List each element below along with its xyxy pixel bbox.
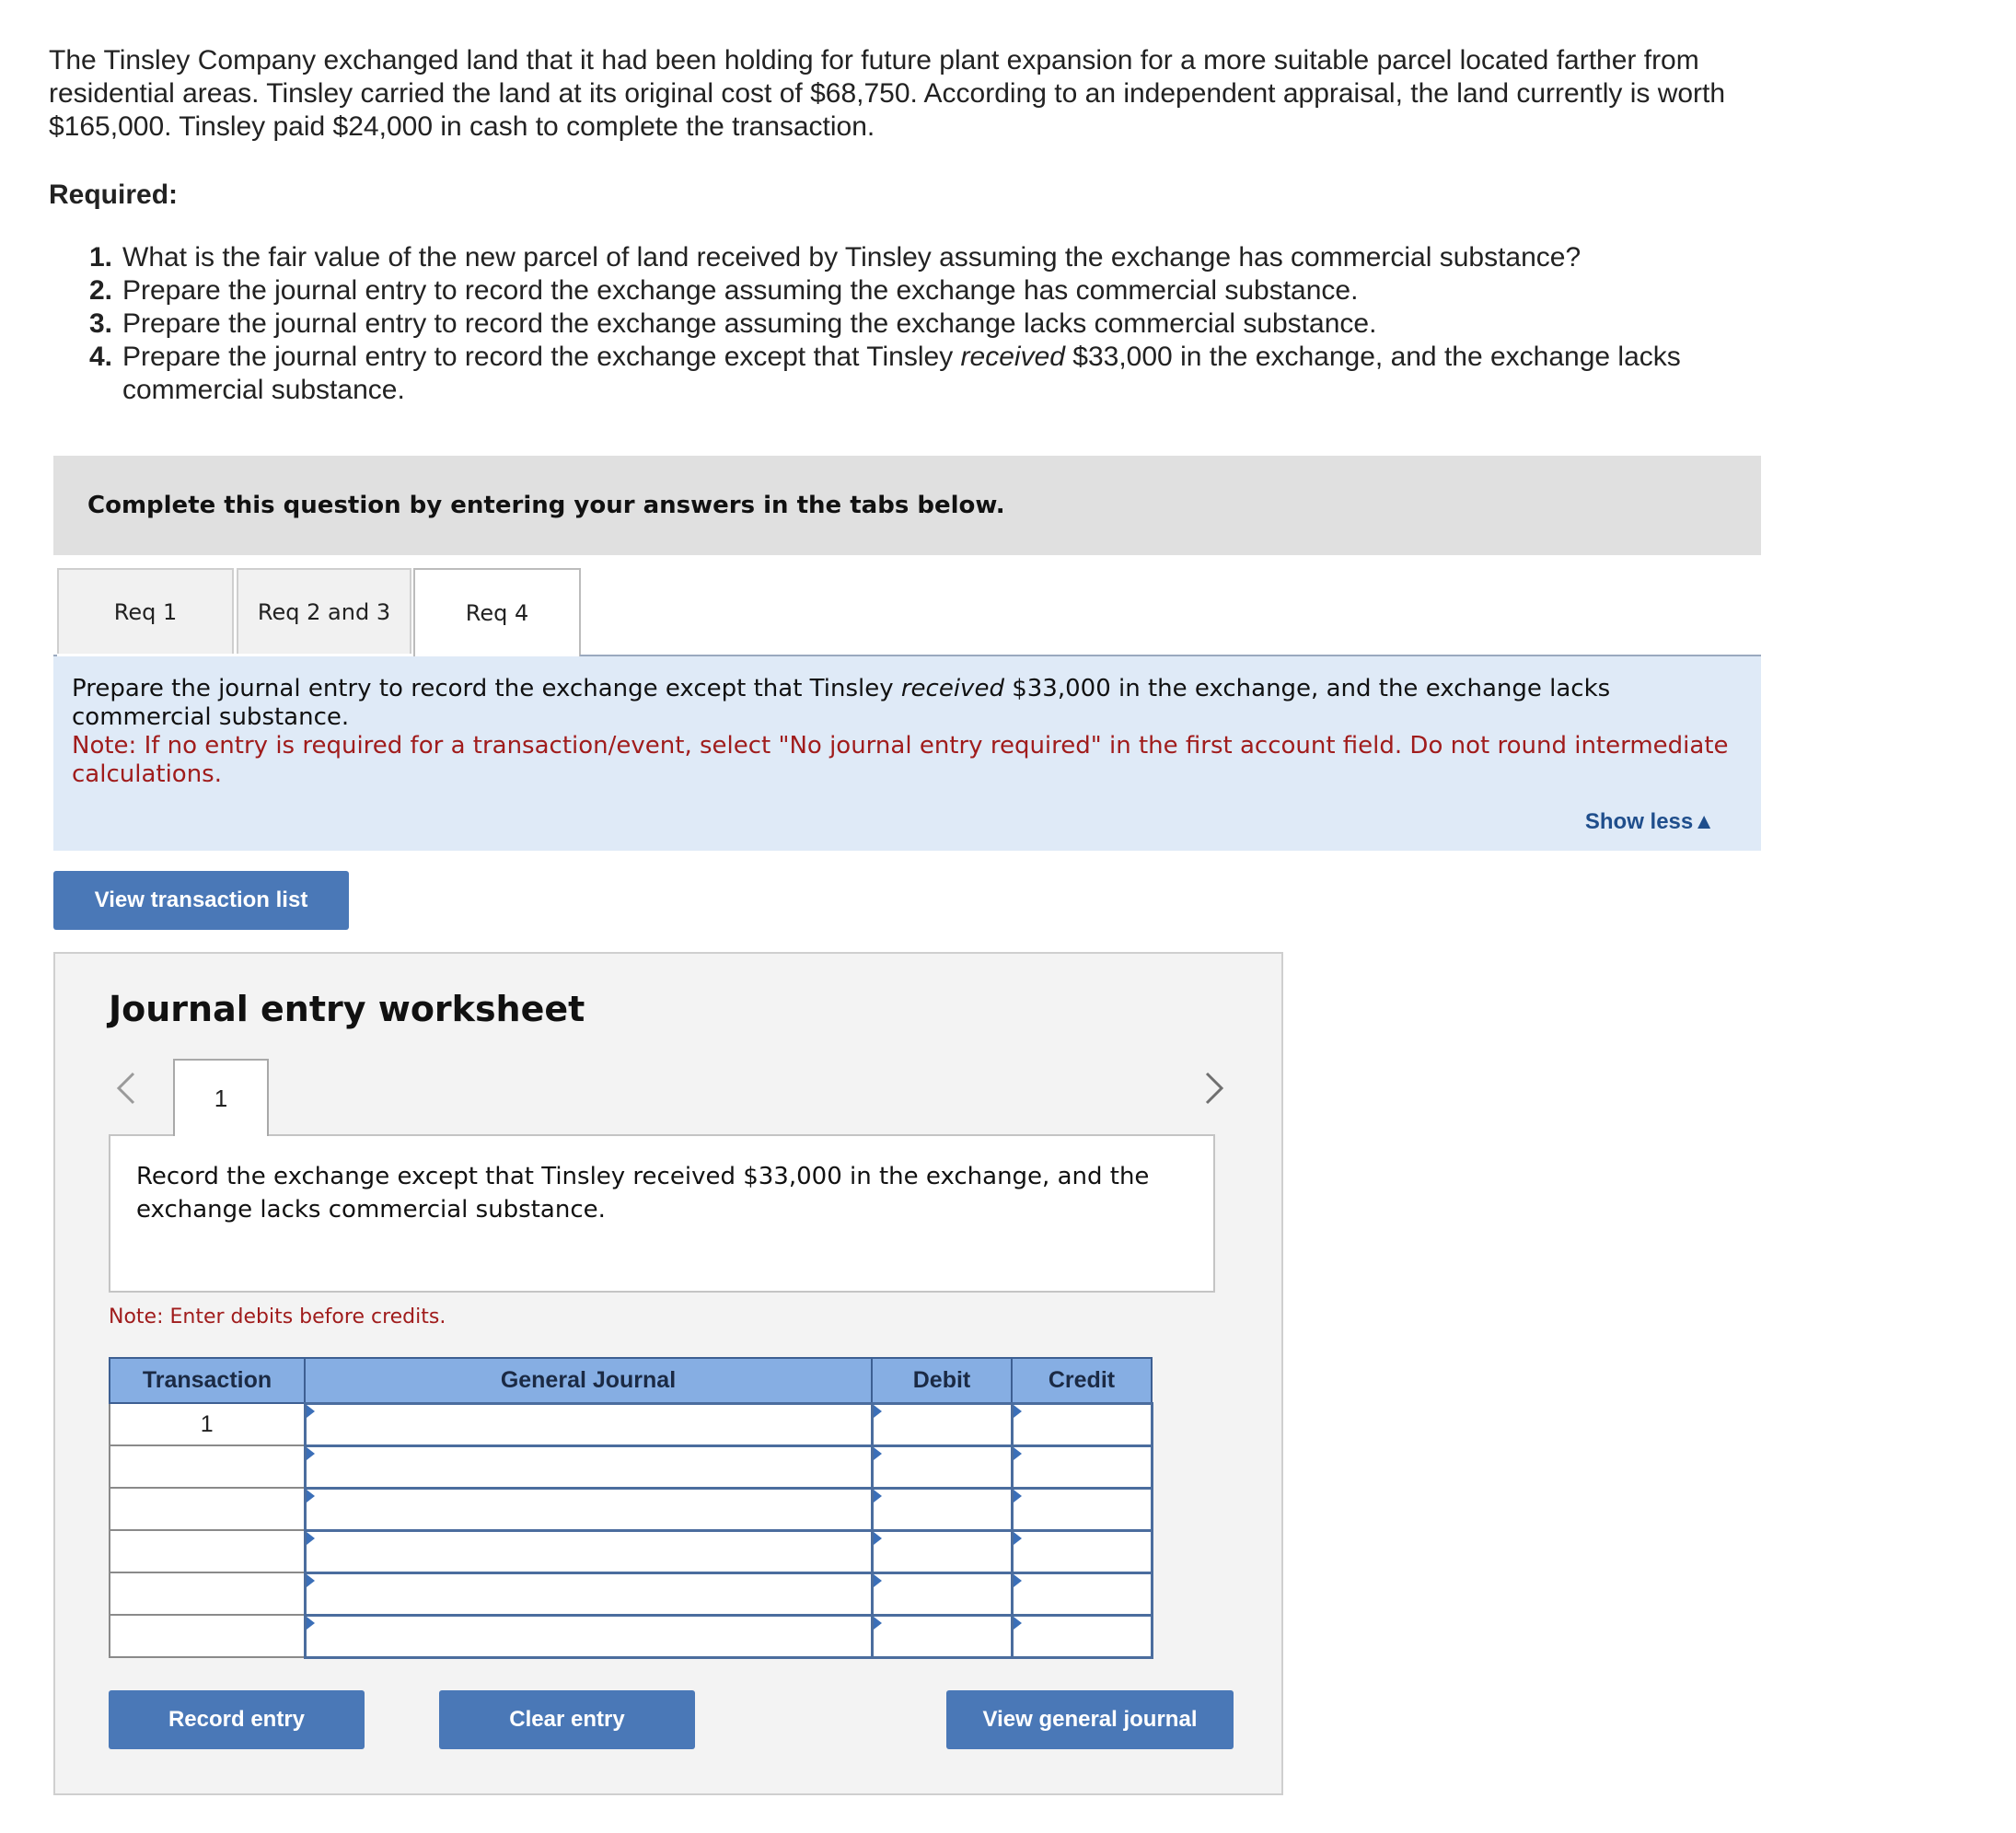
account-input[interactable] (307, 1617, 871, 1656)
instruction-text-part: $33,000 in the exchange, and the exchange lacks commercial substance. (72, 675, 1611, 731)
tab-instructions-panel (53, 656, 1761, 851)
column-debit: Debit (872, 1358, 1012, 1403)
entry-tab-1[interactable]: 1 (173, 1059, 269, 1136)
requirement-text-part: Prepare the journal entry to record the exchange except that Tinsley (122, 342, 961, 372)
credit-cell[interactable] (1012, 1445, 1152, 1488)
requirement-number: 2. (89, 275, 113, 306)
credit-input[interactable] (1014, 1490, 1151, 1529)
instructions-banner: Complete this question by entering your answers in the tabs below. (53, 456, 1761, 555)
next-arrow-icon[interactable] (1201, 1070, 1227, 1107)
credit-input[interactable] (1014, 1447, 1151, 1487)
account-input[interactable] (307, 1574, 871, 1614)
account-cell[interactable] (305, 1488, 872, 1530)
credit-cell[interactable] (1012, 1615, 1152, 1657)
account-input[interactable] (307, 1447, 871, 1487)
requirement-number: 3. (89, 308, 113, 339)
requirement-text: Prepare the journal entry to record the exchange assuming the exchange lacks commercial substance. (122, 308, 1377, 339)
column-general-journal: General Journal (305, 1358, 872, 1403)
debit-input[interactable] (874, 1532, 1011, 1572)
requirements-list (89, 241, 1820, 407)
table-row (110, 1488, 1152, 1530)
requirement-number: 4. (89, 342, 113, 372)
table-row (110, 1445, 1152, 1488)
debit-input[interactable] (874, 1447, 1011, 1487)
account-cell[interactable] (305, 1615, 872, 1657)
requirement-item (89, 341, 1820, 407)
transaction-cell (110, 1572, 305, 1615)
journal-table-header (110, 1358, 1152, 1403)
account-input[interactable] (307, 1490, 871, 1529)
tab-instructions-text (72, 675, 1743, 732)
column-transaction: Transaction (110, 1358, 305, 1403)
credit-cell[interactable] (1012, 1530, 1152, 1572)
transaction-cell: 1 (110, 1403, 305, 1445)
tab-req-2-and-3[interactable]: Req 2 and 3 (237, 568, 411, 654)
table-row (110, 1403, 1152, 1445)
credit-cell[interactable] (1012, 1572, 1152, 1615)
debit-cell[interactable] (872, 1403, 1012, 1445)
requirement-text: What is the fair value of the new parcel of land received by Tinsley assuming the exchange has commercial substance? (122, 242, 1582, 273)
debit-cell[interactable] (872, 1572, 1012, 1615)
debit-cell[interactable] (872, 1488, 1012, 1530)
show-less-link[interactable]: Show less▲ (1584, 809, 1715, 834)
transaction-cell (110, 1615, 305, 1657)
debit-cell[interactable] (872, 1615, 1012, 1657)
credit-input[interactable] (1014, 1574, 1151, 1614)
debit-cell[interactable] (872, 1445, 1012, 1488)
debit-input[interactable] (874, 1405, 1011, 1444)
requirement-item (89, 241, 1820, 274)
instruction-emphasis: received (900, 675, 1004, 702)
account-cell[interactable] (305, 1572, 872, 1615)
journal-table (109, 1357, 1153, 1659)
requirement-emphasis: received (960, 342, 1065, 372)
table-row (110, 1615, 1152, 1657)
credit-input[interactable] (1014, 1617, 1151, 1656)
account-cell[interactable] (305, 1403, 872, 1445)
debit-input[interactable] (874, 1617, 1011, 1656)
table-row (110, 1572, 1152, 1615)
required-heading: Required: (49, 180, 179, 210)
requirement-text-part: $33,000 in the exchange, and the exchange lacks commercial substance. (122, 342, 1681, 405)
debits-before-credits-note: Note: Enter debits before credits. (109, 1305, 446, 1328)
requirement-item (89, 307, 1820, 341)
debit-input[interactable] (874, 1490, 1011, 1529)
worksheet-title: Journal entry worksheet (109, 989, 585, 1029)
view-general-journal-button[interactable]: View general journal (946, 1690, 1234, 1749)
debit-cell[interactable] (872, 1530, 1012, 1572)
previous-arrow-icon[interactable] (113, 1070, 139, 1107)
account-cell[interactable] (305, 1445, 872, 1488)
requirement-number: 1. (89, 242, 113, 273)
transaction-cell (110, 1445, 305, 1488)
transaction-cell (110, 1488, 305, 1530)
table-row (110, 1530, 1152, 1572)
tab-instructions-note: Note: If no entry is required for a transaction/event, select "No journal entry required" in the first account field. Do not round intermediate calculations. (72, 732, 1729, 788)
problem-intro: The Tinsley Company exchanged land that it had been holding for future plant expansion for a more suitable parcel located farther from residential areas. Tinsley carried the land at its original cost of $68,750. According to an independent appraisal, the land currently is worth $165,000. Tinsley paid $24,000 in cash to complete the transaction. (49, 45, 1726, 142)
tab-req-4[interactable]: Req 4 (413, 568, 581, 656)
credit-cell[interactable] (1012, 1403, 1152, 1445)
requirement-text: Prepare the journal entry to record the exchange assuming the exchange has commercial substance. (122, 275, 1359, 306)
tab-req-1[interactable]: Req 1 (57, 568, 234, 654)
column-credit: Credit (1012, 1358, 1152, 1403)
requirement-text (122, 341, 1820, 407)
credit-input[interactable] (1014, 1405, 1151, 1444)
instruction-text-part: Prepare the journal entry to record the exchange except that Tinsley (72, 675, 901, 702)
credit-input[interactable] (1014, 1532, 1151, 1572)
journal-entry-worksheet (53, 952, 1283, 1795)
entry-description: Record the exchange except that Tinsley received $33,000 in the exchange, and the exchange lacks commercial substance. (109, 1134, 1215, 1293)
record-entry-button[interactable]: Record entry (109, 1690, 365, 1749)
account-cell[interactable] (305, 1530, 872, 1572)
credit-cell[interactable] (1012, 1488, 1152, 1530)
clear-entry-button[interactable]: Clear entry (439, 1690, 695, 1749)
transaction-cell (110, 1530, 305, 1572)
account-input[interactable] (307, 1405, 871, 1444)
requirement-item (89, 274, 1820, 307)
account-input[interactable] (307, 1532, 871, 1572)
view-transaction-list-button[interactable]: View transaction list (53, 871, 349, 930)
debit-input[interactable] (874, 1574, 1011, 1614)
